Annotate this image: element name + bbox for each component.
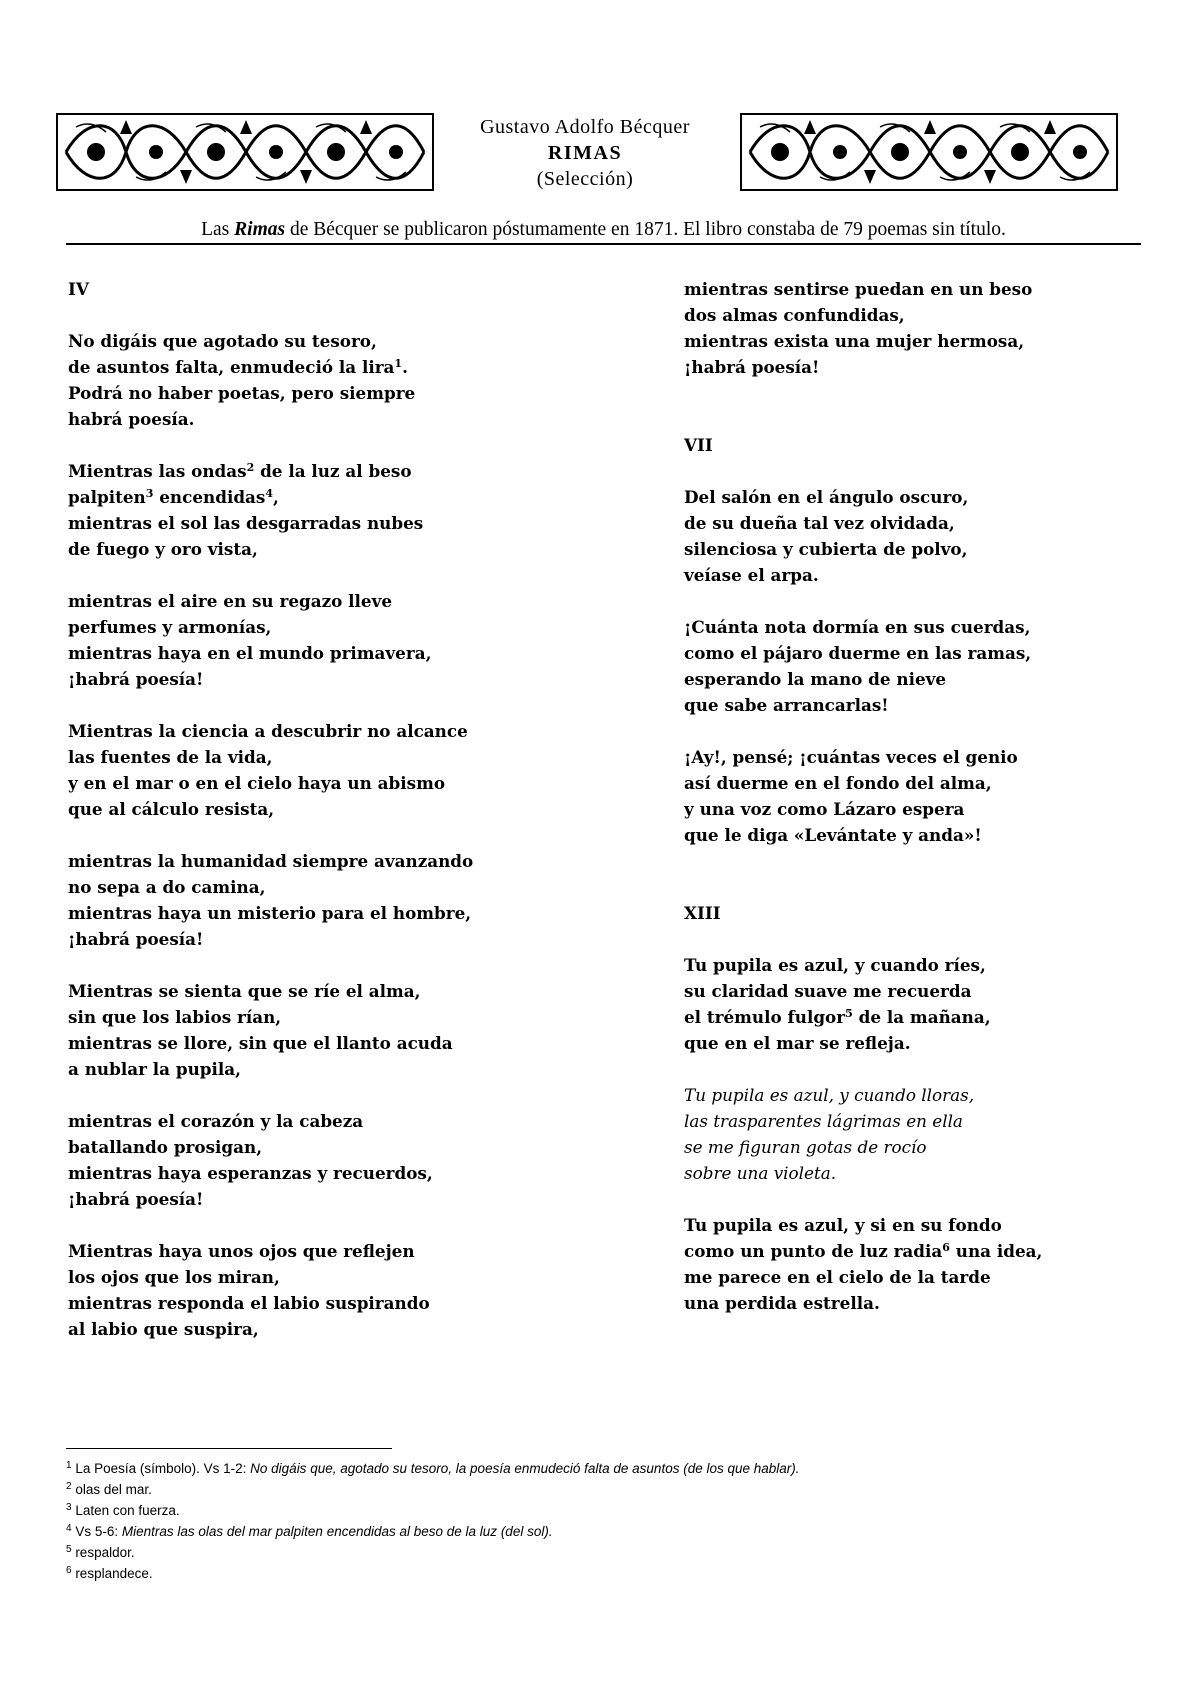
verse-line: perfumes y armonías, [68, 617, 272, 637]
footnote-separator [66, 1448, 392, 1449]
author-name: Gustavo Adolfo Bécquer [480, 116, 690, 138]
verse-line: sobre una violeta. [684, 1163, 837, 1183]
verse-line: mientras el aire en su regazo lleve [68, 591, 393, 611]
stanza [68, 458, 588, 562]
verse-line: Tu pupila es azul, y cuando ríes, [684, 955, 986, 975]
verse-line: mientras responda el labio suspirando [68, 1293, 430, 1313]
footnote-text: resplandece. [71, 1566, 153, 1581]
intro-text [66, 218, 1141, 242]
verse-line: mientras exista una mujer hermosa, [684, 331, 1025, 351]
verse-line: mientras el sol las desgarradas nubes [68, 513, 424, 533]
footnote-5 [66, 1542, 1146, 1563]
verse-line: mientras haya esperanzas y recuerdos, [68, 1163, 433, 1183]
book-subtitle: (Selección) [536, 168, 634, 190]
footnotes [66, 1458, 1146, 1584]
verse-line: las fuentes de la vida, [68, 747, 273, 767]
verse-line: mientras sentirse puedan en un beso [684, 279, 1033, 299]
verse-line: silenciosa y cubierta de polvo, [684, 539, 968, 559]
verse-line: y en el mar o en el cielo haya un abismo [68, 773, 446, 793]
stanza [684, 614, 1200, 718]
verse-line: al labio que suspira, [68, 1319, 259, 1339]
footnote-mark: 6 [66, 1565, 72, 1576]
verse-line: Tu pupila es azul, y cuando lloras, [684, 1085, 975, 1105]
footnote-text: respaldor. [71, 1545, 135, 1560]
stanza-italic [684, 1082, 1200, 1186]
verse-text: el trémulo fulgor [684, 1007, 846, 1027]
stanza [68, 848, 588, 952]
verse-line: que en el mar se refleja. [684, 1033, 911, 1053]
verse-text: . [402, 357, 408, 377]
verse-line: batallando prosigan, [68, 1137, 263, 1157]
verse-line: así duerme en el fondo del alma, [684, 773, 992, 793]
verse-line: mientras se llore, sin que el llanto acuda [68, 1033, 453, 1053]
footnote-mark: 3 [66, 1502, 72, 1513]
title-block [440, 114, 730, 192]
poem-number-xiii: XIII [684, 903, 721, 923]
verse-line: ¡Ay!, pensé; ¡cuántas veces el genio [684, 747, 1018, 767]
footnote-ref: 2 [246, 461, 255, 474]
verse-line [68, 458, 588, 484]
stanza [68, 1238, 588, 1342]
verse-line [684, 1004, 1200, 1030]
footnote-mark: 1 [66, 1460, 72, 1471]
verse-line: mientras el corazón y la cabeza [68, 1111, 364, 1131]
left-column [68, 276, 588, 1368]
verse-line: Mientras haya unos ojos que reflejen [68, 1241, 415, 1261]
verse-line: mientras haya en el mundo primavera, [68, 643, 432, 663]
verse-line: No digáis que agotado su tesoro, [68, 331, 377, 351]
verse-line: ¡Cuánta nota dormía en sus cuerdas, [684, 617, 1031, 637]
stanza [684, 1212, 1200, 1316]
stanza [684, 484, 1200, 588]
verse-line [68, 354, 588, 380]
verse-line: ¡habrá poesía! [684, 357, 820, 377]
footnote-ref: 1 [394, 357, 403, 370]
verse-line: y una voz como Lázaro espera [684, 799, 965, 819]
verse-text: de la luz al beso [254, 461, 412, 481]
verse-line: veíase el arpa. [684, 565, 819, 585]
verse-line: habrá poesía. [68, 409, 195, 429]
footnote-3 [66, 1500, 1146, 1521]
stanza [68, 978, 588, 1082]
ornament-right-image [740, 112, 1118, 192]
verse-line: mientras la humanidad siempre avanzando [68, 851, 474, 871]
verse-line: sin que los labios rían, [68, 1007, 282, 1027]
verse-line: se me figuran gotas de rocío [684, 1137, 927, 1157]
verse-line: Tu pupila es azul, y si en su fondo [684, 1215, 1002, 1235]
intro-rimas-emphasis: Rimas [234, 219, 286, 240]
stanza [68, 1108, 588, 1212]
verse-line: de su dueña tal vez olvidada, [684, 513, 955, 533]
footnote-6 [66, 1563, 1146, 1584]
verse-text: como un punto de luz radia [684, 1241, 943, 1261]
footnote-1 [66, 1458, 1146, 1479]
verse-line: me parece en el cielo de la tarde [684, 1267, 991, 1287]
verse-line: Del salón en el ángulo oscuro, [684, 487, 969, 507]
verse-text: palpiten [68, 487, 146, 507]
verse-line: dos almas confundidas, [684, 305, 905, 325]
footnote-mark: 4 [66, 1523, 72, 1534]
footnote-italic-text: Mientras las olas del mar palpiten encendidas al beso de la luz (del sol). [121, 1524, 553, 1539]
verse-line [68, 484, 588, 510]
poem-number-iv: IV [68, 279, 89, 299]
verse-line: de fuego y oro vista, [68, 539, 258, 559]
footnote-ref: 3 [145, 487, 154, 500]
header-rule [66, 243, 1141, 245]
verse-text: Mientras las ondas [68, 461, 247, 481]
stanza [68, 718, 588, 822]
verse-line: esperando la mano de nieve [684, 669, 947, 689]
verse-text: , [273, 487, 279, 507]
verse-line: Podrá no haber poetas, pero siempre [68, 383, 416, 403]
footnote-4 [66, 1521, 1146, 1542]
stanza [68, 588, 588, 692]
footnote-italic-text: No digáis que, agotado su tesoro, la poesía enmudeció falta de asuntos (de los que hablar). [250, 1461, 800, 1476]
verse-line: los ojos que los miran, [68, 1267, 280, 1287]
verse-text: de la mañana, [852, 1007, 991, 1027]
stanza [684, 744, 1200, 848]
footnote-mark: 5 [66, 1544, 72, 1555]
verse-line: las trasparentes lágrimas en ella [684, 1111, 963, 1131]
verse-line: ¡habrá poesía! [68, 1189, 204, 1209]
right-column [684, 276, 1200, 1342]
footnote-ref: 6 [942, 1241, 950, 1254]
footnote-ref: 4 [265, 487, 274, 500]
verse-line: su claridad suave me recuerda [684, 981, 972, 1001]
verse-text: una idea, [949, 1241, 1043, 1261]
verse-text: de asuntos falta, enmudeció la lira [68, 357, 395, 377]
verse-line: a nublar la pupila, [68, 1059, 242, 1079]
verse-text: encendidas [153, 487, 266, 507]
stanza [684, 276, 1200, 380]
poem-number-vii: VII [684, 435, 713, 455]
footnote-text: olas del mar. [71, 1482, 152, 1497]
verse-line: que al cálculo resista, [68, 799, 275, 819]
footnote-mark: 2 [66, 1481, 72, 1492]
verse-line: Mientras la ciencia a descubrir no alcance [68, 721, 468, 741]
verse-line: mientras haya un misterio para el hombre, [68, 903, 472, 923]
verse-line: como el pájaro duerme en las ramas, [684, 643, 1032, 663]
verse-line: no sepa a do camina, [68, 877, 266, 897]
footnote-ref: 5 [845, 1007, 853, 1020]
stanza [684, 952, 1200, 1056]
stanza [68, 328, 588, 432]
verse-line: ¡habrá poesía! [68, 669, 204, 689]
verse-line: una perdida estrella. [684, 1293, 880, 1313]
intro-after: de Bécquer se publicaron póstumamente en 1871. El libro constaba de 79 poemas sin título. [285, 219, 1006, 240]
footnote-2 [66, 1479, 1146, 1500]
verse-line: que sabe arrancarlas! [684, 695, 889, 715]
intro-before: Las [201, 219, 235, 240]
verse-line [684, 1238, 1200, 1264]
ornament-left-image [56, 112, 434, 192]
verse-line: ¡habrá poesía! [68, 929, 204, 949]
book-title: RIMAS [547, 142, 623, 164]
footnote-text: Vs 5-6: [71, 1524, 122, 1539]
footnote-text: La Poesía (símbolo). Vs 1-2: [71, 1461, 251, 1476]
verse-line: Mientras se sienta que se ríe el alma, [68, 981, 421, 1001]
verse-line: que le diga «Levántate y anda»! [684, 825, 982, 845]
footnote-text: Laten con fuerza. [71, 1503, 180, 1518]
